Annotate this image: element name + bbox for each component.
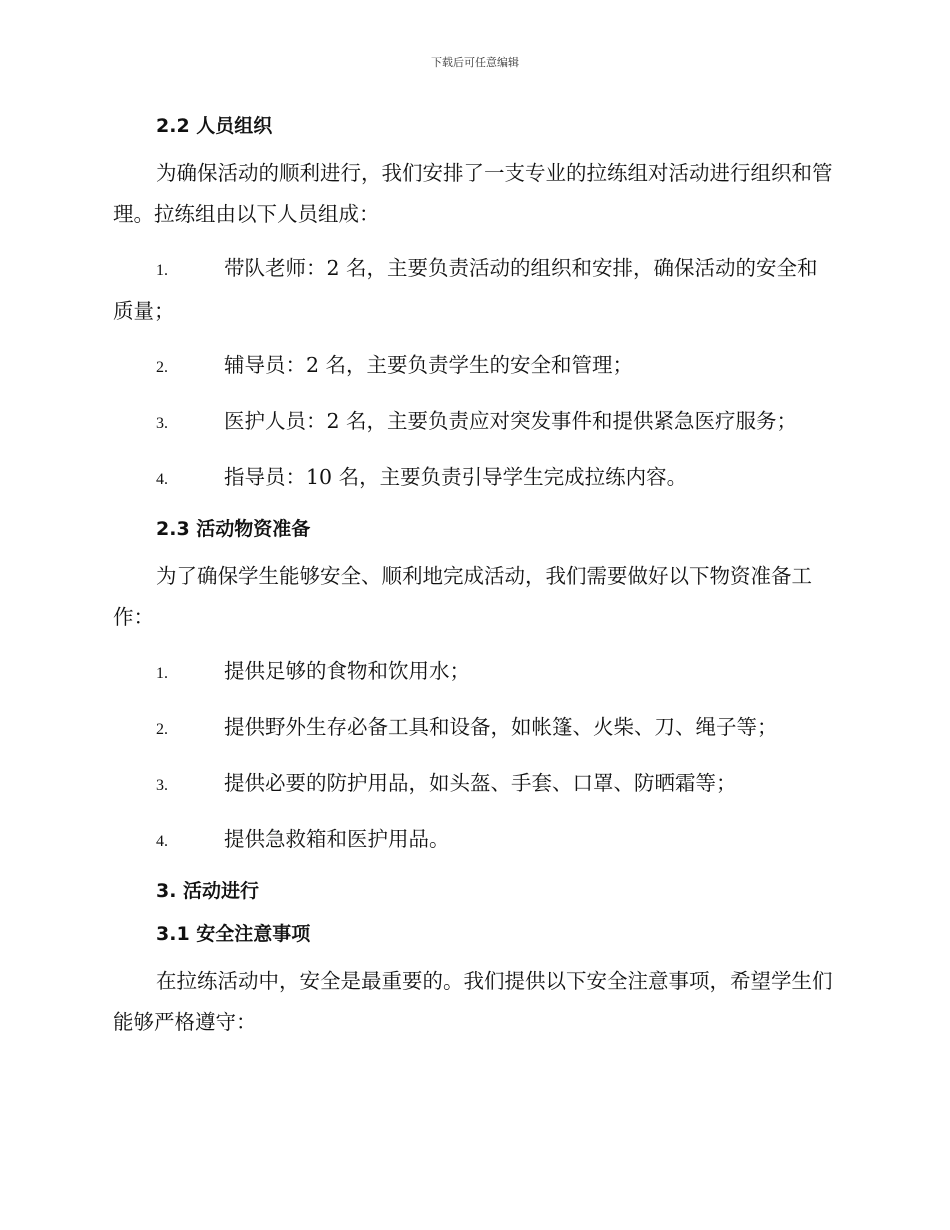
- list-number: 1.: [156, 262, 168, 279]
- list-text: 带队老师：2 名，主要负责活动的组织和安排，确保活动的安全和质量；: [113, 256, 818, 323]
- list-text: 辅导员：2 名，主要负责学生的安全和管理；: [224, 353, 634, 377]
- list-text: 提供野外生存必备工具和设备，如帐篷、火柴、刀、绳子等；: [224, 715, 778, 739]
- list-item: [113, 457, 833, 500]
- list-number: 4.: [156, 833, 168, 850]
- section-heading-2-2: 2.2 人员组织: [156, 115, 273, 137]
- section-2-3-intro: 为了确保学生能够安全、顺利地完成活动，我们需要做好以下物资准备工作：: [113, 564, 812, 629]
- list-item: [113, 763, 833, 806]
- section-heading-3-1: 3.1 安全注意事项: [156, 923, 311, 945]
- list-item: [113, 651, 833, 694]
- list-number: 3.: [156, 415, 168, 432]
- list-number: 3.: [156, 777, 168, 794]
- list-item: [113, 707, 833, 750]
- section-2-2-intro: 为确保活动的顺利进行，我们安排了一支专业的拉练组对活动进行组织和管理。拉练组由以下人员组成：: [113, 161, 833, 226]
- list-item: [113, 248, 833, 332]
- section-heading-2-3: 2.3 活动物资准备: [156, 518, 311, 540]
- list-number: 2.: [156, 359, 168, 376]
- list-text: 提供足够的食物和饮用水；: [224, 659, 470, 683]
- document-body: [113, 112, 833, 1043]
- list-text: 提供必要的防护用品，如头盔、手套、口罩、防晒霜等；: [224, 771, 737, 795]
- list-text: 医护人员：2 名，主要负责应对突发事件和提供紧急医疗服务；: [224, 409, 798, 433]
- list-text: 指导员：10 名，主要负责引导学生完成拉练内容。: [224, 465, 688, 489]
- list-item: [113, 345, 833, 388]
- list-item: [113, 401, 833, 444]
- section-3-1-intro: 在拉练活动中，安全是最重要的。我们提供以下安全注意事项，希望学生们能够严格遵守：: [113, 969, 833, 1034]
- section-heading-3: 3. 活动进行: [156, 880, 260, 902]
- list-number: 2.: [156, 721, 168, 738]
- list-number: 1.: [156, 665, 168, 682]
- page-header: 下载后可任意编辑: [431, 56, 519, 69]
- list-item: [113, 819, 833, 862]
- list-number: 4.: [156, 471, 168, 488]
- list-text: 提供急救箱和医护用品。: [224, 827, 450, 851]
